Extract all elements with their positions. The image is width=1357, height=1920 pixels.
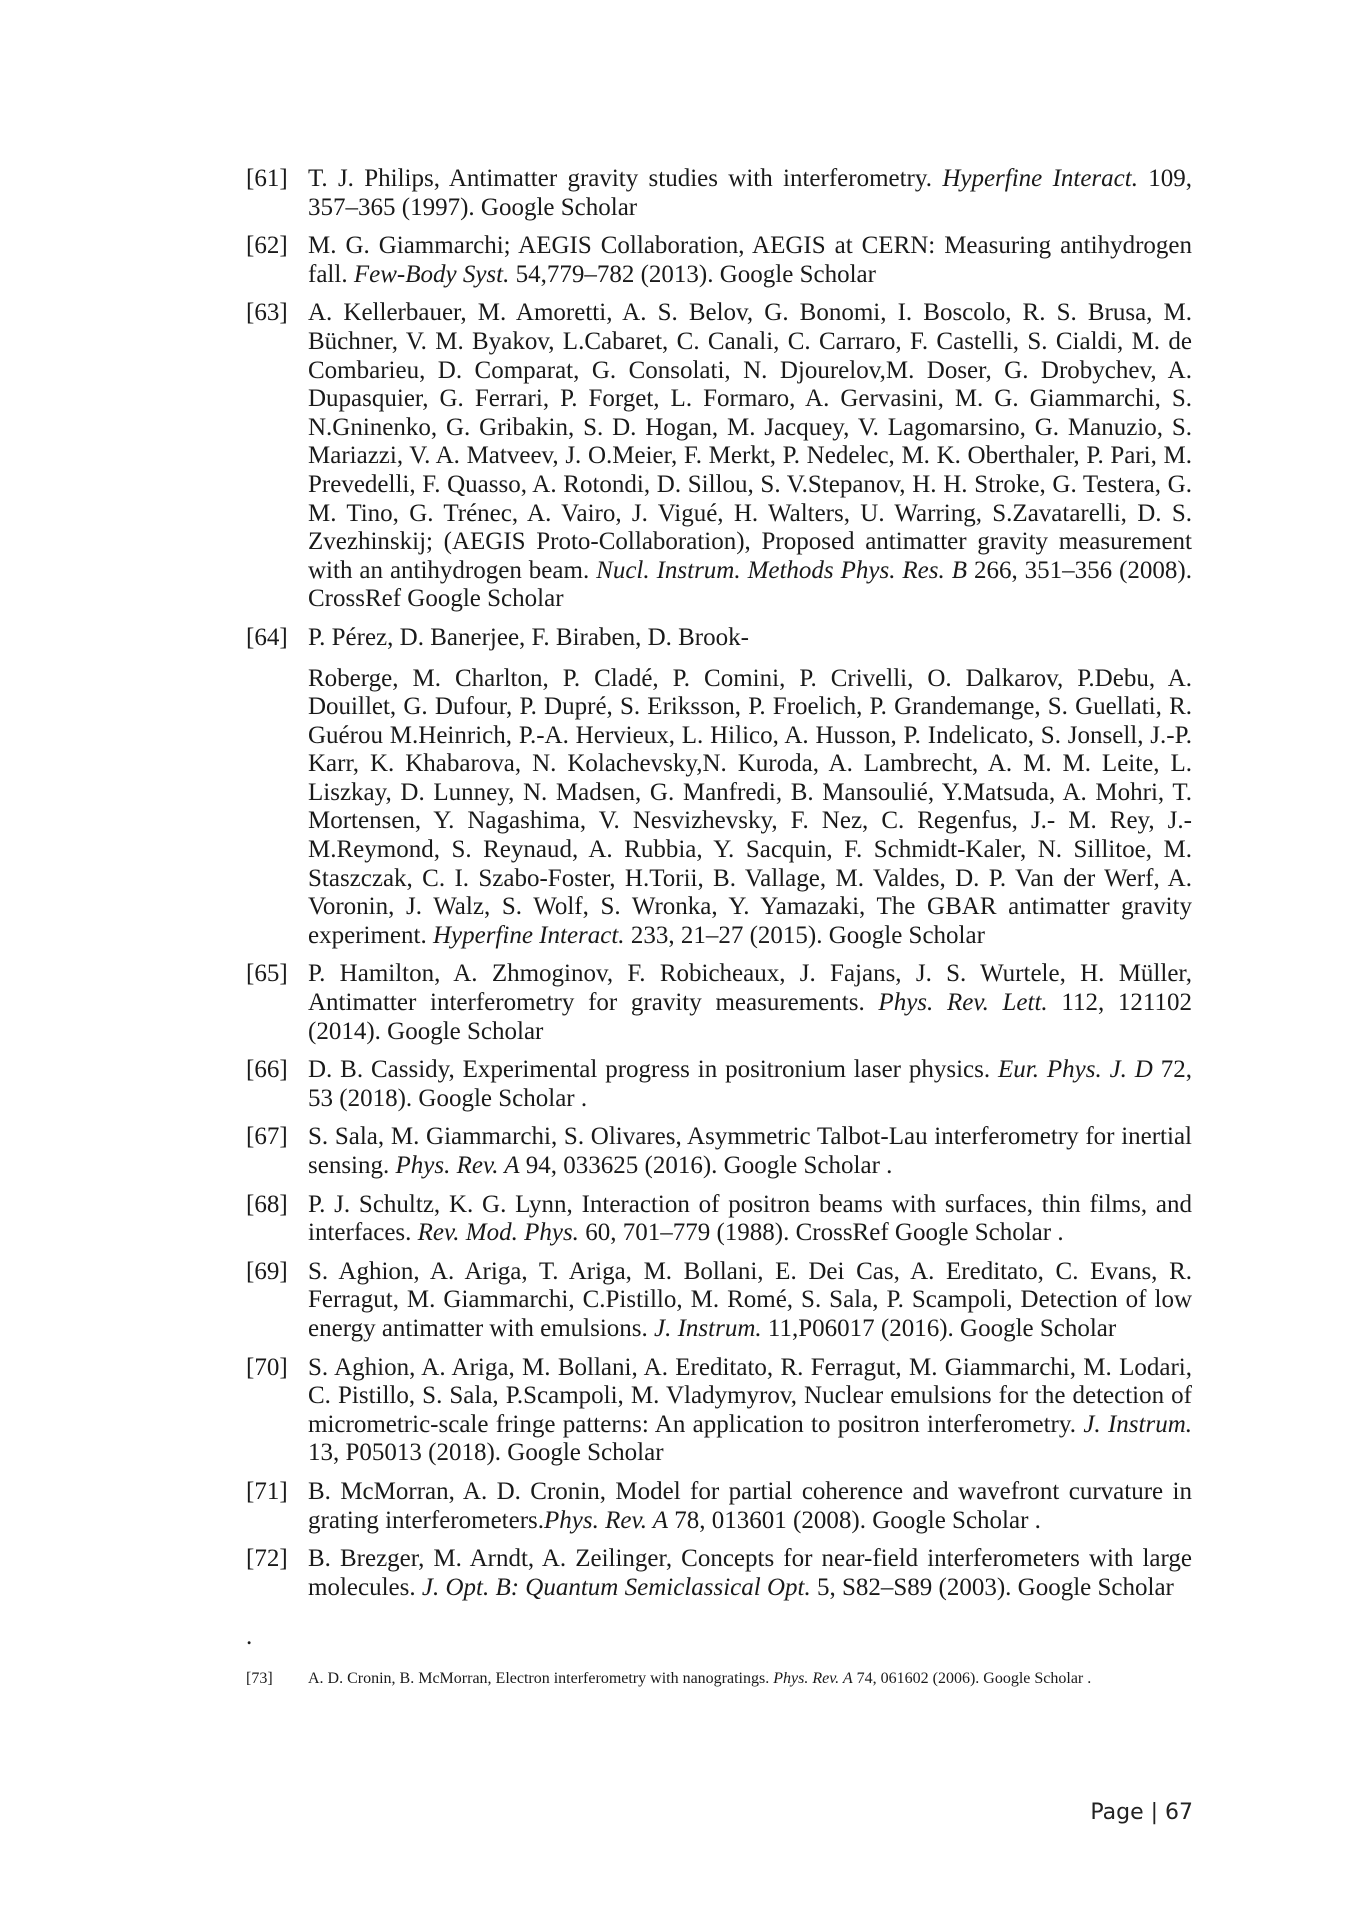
reference-segment: B. McMorran, A. D. Cronin, Model for partial coherence and wavefront curvature in grating interferometers.	[308, 1477, 1192, 1534]
reference-number: [70]	[246, 1353, 288, 1381]
reference-segment: 74, 061602 (2006). Google Scholar .	[852, 1670, 1092, 1687]
reference-segment: M. G. Giammarchi; AEGIS Collaboration, AEGIS at CERN: Measuring antihydrogen fall.	[308, 232, 1192, 288]
reference-number: [62]	[246, 232, 288, 260]
reference-number: [72]	[246, 1545, 288, 1573]
reference-number: [61]	[246, 165, 288, 192]
reference-text	[308, 1258, 1192, 1344]
reference-text	[308, 1478, 1192, 1535]
reference-segment: P. J. Schultz, K. G. Lynn, Interaction of positron beams with surfaces, thin films, and interfaces.	[308, 1190, 1192, 1247]
journal-title: Hyperfine Interact.	[942, 165, 1138, 192]
reference-text	[308, 1545, 1192, 1602]
stray-period: .	[246, 1623, 253, 1650]
reference-text	[308, 232, 1192, 289]
reference-number: [68]	[246, 1190, 288, 1218]
reference-item	[246, 1545, 1192, 1602]
reference-item	[246, 1191, 1192, 1248]
journal-title: Few-Body Syst.	[353, 260, 510, 288]
reference-segment: S. Aghion, A. Ariga, T. Ariga, M. Bollani, E. Dei Cas, A. Ereditato, C. Evans, R. Ferragut, M. Giammarchi, C.Pistillo, M. Romé, S. Sala, P. Scampoli, Detection of low energy antimatter with emulsions.	[308, 1257, 1192, 1342]
journal-title: Hyperfine Interact.	[432, 921, 625, 949]
reference-text	[308, 1123, 1192, 1180]
reference-item	[246, 1354, 1192, 1468]
reference-item	[246, 1258, 1192, 1344]
reference-item	[246, 960, 1192, 1046]
reference-segment: B. Brezger, M. Arndt, A. Zeilinger, Concepts for near-field interferometers with large molecules.	[308, 1545, 1192, 1601]
reference-text	[308, 1191, 1192, 1248]
journal-title: Phys. Rev. A	[395, 1152, 520, 1179]
page-number: Page | 67	[1090, 1800, 1193, 1825]
journal-title: Eur. Phys. J. D	[998, 1056, 1153, 1084]
journal-title: J. Instrum.	[654, 1314, 762, 1342]
reference-text	[308, 299, 1192, 614]
reference-segment: 60, 701–779 (1988). CrossRef Google Scholar .	[578, 1219, 1064, 1247]
reference-item	[246, 1123, 1192, 1180]
reference-segment: T. J. Philips, Antimatter gravity studies with interferometry.	[308, 165, 943, 192]
reference-text	[308, 1670, 1192, 1688]
reference-list	[246, 165, 1192, 1612]
reference-text	[308, 1354, 1192, 1468]
reference-number: [66]	[246, 1056, 288, 1084]
reference-segment: 109, 357–365 (1997). Google Scholar	[308, 165, 1192, 221]
reference-segment: 78, 013601 (2008). Google Scholar .	[668, 1506, 1041, 1534]
reference-item	[246, 165, 1192, 222]
reference-segment: D. B. Cassidy, Experimental progress in positronium laser physics.	[308, 1056, 999, 1084]
reference-number: [67]	[246, 1123, 288, 1151]
reference-text	[308, 960, 1192, 1046]
journal-title: J. Opt. B: Quantum Semiclassical Opt.	[421, 1573, 811, 1601]
reference-segment: Roberge, M. Charlton, P. Cladé, P. Comini, P. Crivelli, O. Dalkarov, P.Debu, A. Douillet, G. Dufour, P. Dupré, S. Eriksson, P. Froelich, P. Grandemange, S. Guellati, R. Guérou M.Heinrich, P.-A. Hervieux, L. Hilico, A. Husson, P. Indelicato, S. Jonsell, J.-P. Karr, K. Khabarova, N. Kolachevsky,N. Kuroda, A. Lambrecht, A. M. M. Leite, L. Liszkay, D. Lunney, N. Madsen, G. Manfredi, B. Mansoulié, Y.Matsuda, A. Mohri, T. Mortensen, Y. Nagashima, V. Nesvizhevsky, F. Nez, C. Regenfus, J.- M. Rey, J.-M.Reymond, S. Reynaud, A. Rubbia, Y. Sacquin, F. Schmidt-Kaler, N. Sillitoe, M. Staszczak, C. I. Szabo-Foster, H.Torii, B. Vallage, M. Valdes, D. P. Van der Werf, A. Voronin, J. Walz, S. Wolf, S. Wronka, Y. Yamazaki, The GBAR antimatter gravity experiment.	[308, 664, 1192, 949]
reference-item	[246, 1056, 1192, 1113]
journal-title: Rev. Mod. Phys.	[417, 1219, 579, 1247]
reference-item	[246, 1478, 1192, 1535]
reference-item	[246, 232, 1192, 289]
reference-text	[308, 624, 1192, 951]
reference-segment: 266, 351–356 (2008). CrossRef Google Scholar	[308, 556, 1192, 613]
reference-segment: 54,779–782 (2013). Google Scholar	[509, 260, 876, 288]
reference-segment: 112, 121102 (2014). Google Scholar	[308, 989, 1192, 1045]
reference-segment: P. Hamilton, A. Zhmoginov, F. Robicheaux, J. Fajans, J. S. Wurtele, H. Müller, Antimatter interferometry for gravity measurements.	[308, 960, 1192, 1017]
reference-segment: S. Aghion, A. Ariga, M. Bollani, A. Ereditato, R. Ferragut, M. Giammarchi, M. Lodari, C. Pistillo, S. Sala, P.Scampoli, M. Vladymyrov, Nuclear emulsions for the detection of micrometric-scale fringe patterns: An application to positron interferometry.	[308, 1353, 1192, 1438]
reference-text	[308, 165, 1192, 222]
reference-segment: 233, 21–27 (2015). Google Scholar	[624, 921, 985, 949]
reference-number: [64]	[246, 623, 288, 651]
reference-number: [69]	[246, 1257, 288, 1285]
reference-number: [71]	[246, 1477, 288, 1505]
reference-segment: A. D. Cronin, B. McMorran, Electron interferometry with nanogratings.	[308, 1670, 774, 1687]
journal-title: Nucl. Instrum. Methods Phys. Res. B	[596, 556, 967, 584]
reference-segment: 11,P06017 (2016). Google Scholar	[761, 1314, 1117, 1342]
reference-segment: A. Kellerbauer, M. Amoretti, A. S. Belov, G. Bonomi, I. Boscolo, R. S. Brusa, M. Büchner, V. M. Byakov, L.Cabaret, C. Canali, C. Carraro, F. Castelli, S. Cialdi, M. de Combarieu, D. Comparat, G. Consolati, N. Djourelov,M. Doser, G. Drobychev, A. Dupasquier, G. Ferrari, P. Forget, L. Formaro, A. Gervasini, M. G. Giammarchi, S. N.Gninenko, G. Gribakin, S. D. Hogan, M. Jacquey, V. Lagomarsino, G. Manuzio, S. Mariazzi, V. A. Matveev, J. O.Meier, F. Merkt, P. Nedelec, M. K. Oberthaler, P. Pari, M. Prevedelli, F. Quasso, A. Rotondi, D. Sillou, S. V.Stepanov, H. H. Stroke, G. Testera, G. M. Tino, G. Trénec, A. Vairo, J. Vigué, H. Walters, U. Warring, S.Zavatarelli, D. S. Zvezhinskij; (AEGIS Proto-Collaboration), Proposed antimatter gravity measurement with an antihydrogen beam.	[308, 299, 1192, 584]
journal-title: Phys. Rev. Lett.	[878, 989, 1048, 1017]
reference-text	[308, 1056, 1192, 1113]
reference-number: [65]	[246, 960, 288, 988]
reference-number: [63]	[246, 299, 288, 327]
reference-segment: P. Pérez, D. Banerjee, F. Biraben, D. Brook-	[308, 623, 749, 651]
reference-item	[246, 299, 1192, 614]
reference-segment: S. Sala, M. Giammarchi, S. Olivares, Asymmetric Talbot-Lau interferometry for inertial sensing.	[308, 1123, 1192, 1179]
reference-segment: 72, 53 (2018). Google Scholar .	[308, 1056, 1192, 1112]
journal-title: Phys. Rev. A	[544, 1506, 669, 1534]
reference-item	[246, 1670, 1192, 1688]
reference-segment: 5, S82–S89 (2003). Google Scholar	[810, 1573, 1174, 1601]
reference-segment: 94, 033625 (2016). Google Scholar .	[519, 1152, 893, 1179]
reference-segment: 13, P05013 (2018). Google Scholar	[308, 1439, 664, 1467]
reference-item	[246, 624, 1192, 951]
journal-title: J. Instrum.	[1083, 1410, 1192, 1438]
reference-number: [73]	[246, 1670, 273, 1687]
journal-title: Phys. Rev. A	[773, 1670, 853, 1687]
